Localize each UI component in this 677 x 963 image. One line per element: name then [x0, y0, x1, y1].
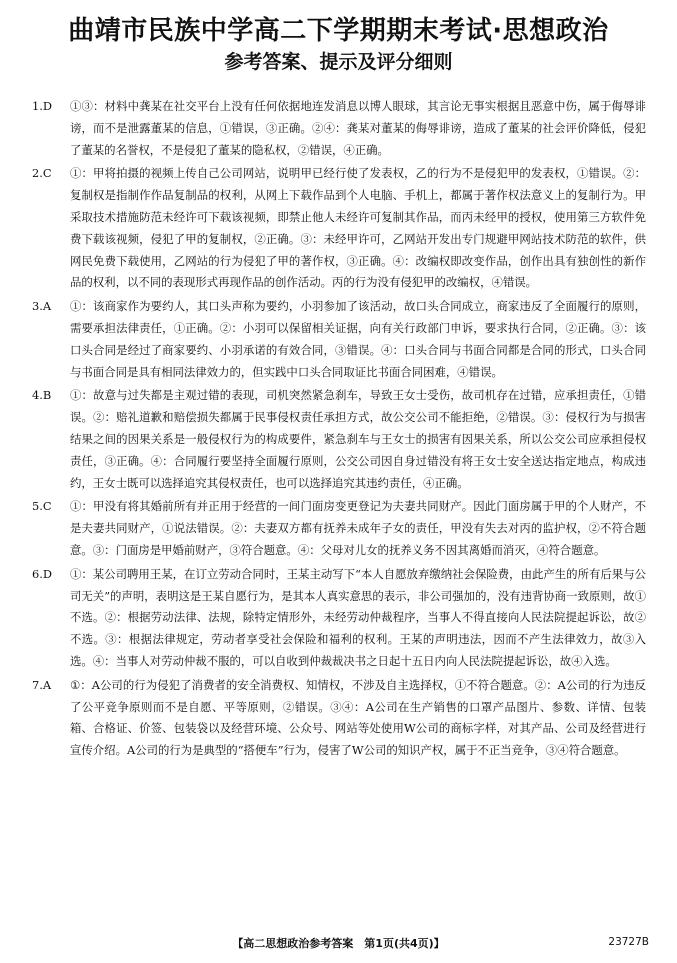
- answer-item: [32, 564, 646, 673]
- page-footer: 【高二思想政治参考答案 第1页(共4页)】: [232, 937, 445, 950]
- answer-text: ①：该商家作为要约人，其口头声称为要约，小羽参加了该活动，故口头合同成立，商家违反了全面履行的原则，需要承担法律责任，①正确。②：小羽可以保留相关证据，向有关行政部门申诉，要求执行合同，②正确。③：该口头合同是经过了商家要约、小羽承诺的有效合同，③错误。④：口头合同与书面合同都是合同的形式，口头合同与书面合同是具有相同法律效力的，但实践中口头合同取证比书面合同困难，④错误。: [70, 299, 646, 379]
- answer-number: 4.B: [32, 388, 52, 403]
- page-subtitle: 参考答案、提示及评分细则: [224, 51, 453, 73]
- answer-number: 7.A: [32, 677, 52, 692]
- answer-text: ①：故意与过失都是主观过错的表现，司机突然紧急刹车，导致王女士受伤，故司机存在过错，应承担责任，①错误。②：赔礼道歉和赔偿损失都属于民事侵权责任承担方式，故公交公司不能拒绝，②错误。③：侵权行为与损害结果之间的因果关系是一般侵权行为的构成要件，紧急刹车与王女士的损害有因果关系，所以公交公司应承担侵权责任，③正确。④：合同履行要坚持全面履行原则，公交公司因自身过错没有将王女士安全送达指定地点，构成违约，王女士既可以选择追究其侵权责任，也可以选择追究其违约责任，④正确。: [70, 388, 646, 490]
- answer-text: ①：甲没有将其婚前所有并正用于经营的一间门面房变更登记为夫妻共同财产。因此门面房属于甲的个人财产，不是夫妻共同财产，①说法错误。②：夫妻双方都有抚养未成年子女的责任，甲没有失去对丙的监护权，②不符合题意。③：门面房是甲婚前财产，③符合题意。④：父母对儿女的抚养义务不因其离婚而消灭，④符合题意。: [70, 499, 646, 557]
- document-code: 23727B: [608, 936, 649, 948]
- answer-number: 3.A: [32, 299, 52, 314]
- answer-item: [32, 296, 646, 383]
- answer-text: ①：甲将拍摄的视频上传自己公司网站，说明甲已经行使了发表权，乙的行为不是侵犯甲的发表权，①错误。②：复制权是指制作作品复制品的权利，从网上下载作品到个人电脑、手机上，都属于著作权法意义上的复制行为。甲采取技术措施防范未经许可下载该视频，即禁止他人未经许可复制其作品，而丙未经甲的授权，使用第三方软件免费下载该视频，侵犯了甲的复制权，②正确。③：未经甲许可，乙网站开发出专门规避甲网站技术防范的软件，供网民免费下载使用，乙网站的行为侵犯了甲的著作权，③正确。④：改编权即改变作品，创作出具有独创性的新作品的权利，以不同的表现形式再现作品的创作活动。丙的行为没有侵犯甲的改编权，④错误。: [70, 166, 646, 290]
- answer-number: 6.D: [32, 566, 53, 581]
- answer-item: [32, 385, 646, 494]
- answer-number: 2.C: [32, 166, 52, 181]
- answer-text: ①：A公司的行为侵犯了消费者的安全消费权、知情权，不涉及自主选择权，①不符合题意。②：A公司的行为违反了公平竞争原则而不是自愿、平等原则，②错误。③④：A公司在生产销售的口罩产品图片、参数、详情、包装箱、合格证、价签、包装袋以及经营环境、公众号、网站等处使用W公司的商标字样，对其产品、公司及经营进行宣传介绍。A公司的行为是典型的“搭便车”行为，侵害了W公司的知识产权，属于不正当竞争，③④符合题意。: [70, 677, 646, 758]
- answer-item: [32, 96, 646, 161]
- answer-text: ①：某公司聘用王某，在订立劳动合同时，王某主动写下“本人自愿放弃缴纳社会保险费，由此产生的所有后果与公司无关”的声明，表明这是王某自愿行为，是其本人真实意思的表示，非公司强加的，没有违背协商一致原则，故①不选。②：根据劳动法律、法规，除特定情形外，未经劳动仲裁程序，当事人不得直接向人民法院提起诉讼，故②不选。③：根据法律规定，劳动者享受社会保险和福利的权利。王某的声明违法，因而不产生法律效力，故③入选。④：当事人对劳动仲裁不服的，可以自收到仲裁裁决书之日起十五日内向人民法院提起诉讼，故④入选。: [70, 566, 646, 668]
- page-title: 曲靖市民族中学高二下学期期末考试·思想政治: [68, 16, 609, 46]
- answer-number: 1.D: [32, 99, 53, 113]
- answer-item: [32, 496, 646, 561]
- answer-number: 5.C: [32, 499, 52, 514]
- answer-item: [32, 675, 646, 762]
- answer-item: [32, 163, 646, 294]
- answer-text: ①③：材料中龚某在社交平台上没有任何依据地连发消息以博人眼球，其言论无事实根据且恶意中伤，属于侮辱诽谤，而不是泄露董某的信息，①错误，③正确。②④：龚某对董某的侮辱诽谤，造成了董某的社会评价降低，侵犯了董某的名誉权，不是侵犯了董某的隐私权，②错误，④正确。: [70, 99, 646, 157]
- answer-list: [32, 96, 646, 762]
